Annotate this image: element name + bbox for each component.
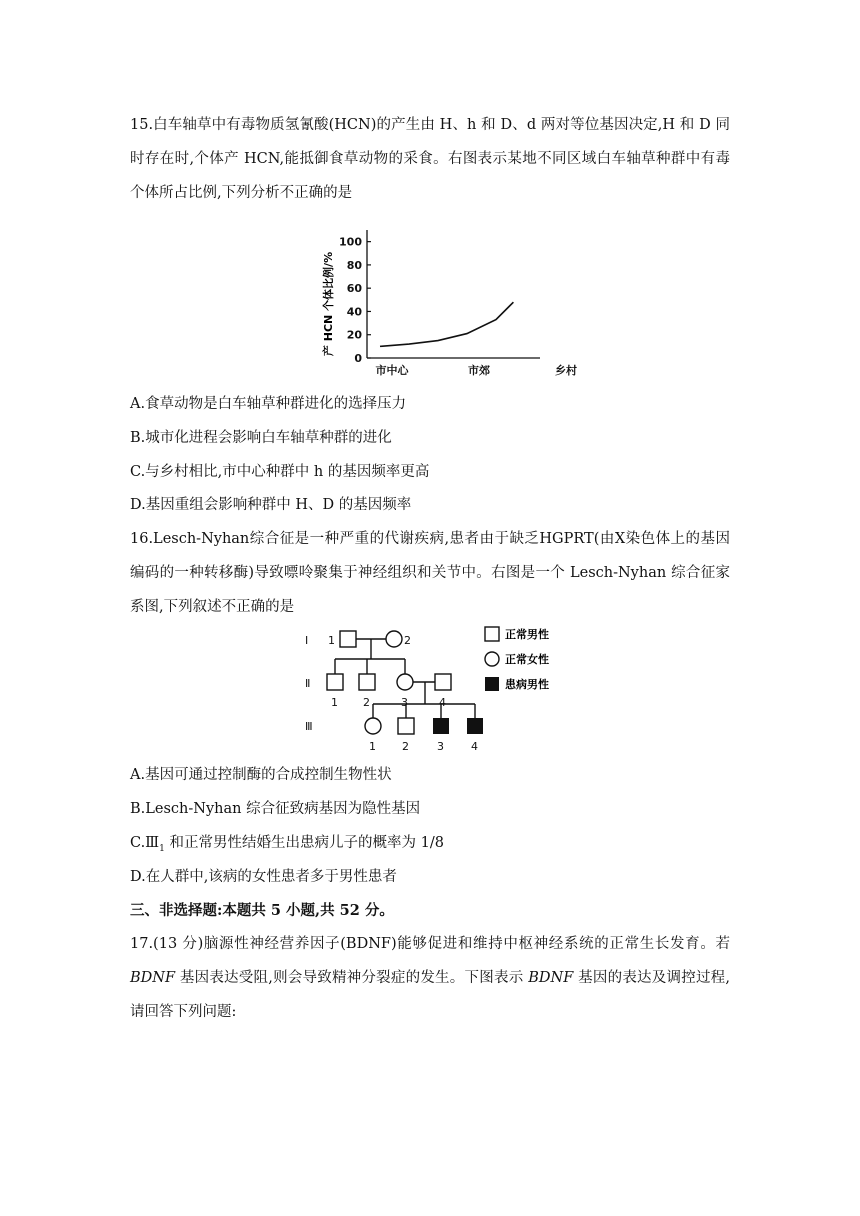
chart-series (380, 302, 513, 346)
y-tick-label: 40 (346, 305, 362, 319)
q17-stem (130, 927, 730, 1029)
y-tick-label: 60 (346, 282, 362, 296)
q17-gene1: BDNF (130, 970, 176, 986)
legend-normal-female-icon (485, 652, 499, 666)
gen3-num-1: 1 (369, 740, 376, 753)
x-tick-label: 市中心 (375, 364, 409, 377)
legend-affected-male-icon (485, 677, 499, 691)
gen3-num-4: 4 (471, 740, 478, 753)
gen2-num-4: 4 (439, 696, 446, 709)
x-tick-label: 市郊 (468, 364, 490, 377)
gen2-female-3 (397, 674, 413, 690)
q17-part2: 基因表达受阻,则会导致精神分裂症的发生。下图表示 (175, 970, 529, 986)
gen2-male-4 (435, 674, 451, 690)
q17-part3: 基因的表达及调控过程,请回答下列问题: (130, 970, 731, 1020)
chart-axes (367, 230, 540, 358)
q16-option-c (130, 832, 444, 860)
q16-option-d: D.在人群中,该病的女性患者多于男性患者 (130, 869, 397, 885)
legend-normal-female: 正常女性 (505, 653, 549, 666)
q16-option-c-prefix: C.Ⅲ (130, 835, 160, 851)
q15-option-a: A.食草动物是白车轴草种群进化的选择压力 (130, 396, 407, 412)
gen1-num-1: 1 (328, 634, 335, 647)
gen2-num-1: 1 (331, 696, 338, 709)
q17-part1: 17.(13 分)脑源性神经营养因子(BDNF)能够促进和维持中枢神经系统的正常生长发育。若 (130, 936, 730, 952)
gen-label-2: Ⅱ (305, 677, 311, 690)
gen-label-3: Ⅲ (305, 720, 313, 733)
x-tick-label: 乡村 (555, 364, 577, 377)
q16-option-a: A.基因可通过控制酶的合成控制生物性状 (130, 767, 392, 783)
gen3-affected-male-4 (467, 718, 483, 734)
gen-label-1: Ⅰ (305, 634, 309, 647)
gen3-affected-male-3 (433, 718, 449, 734)
hcn-chart (315, 222, 577, 380)
legend-normal-male: 正常男性 (505, 628, 549, 641)
legend-affected-male: 患病男性 (505, 678, 549, 691)
q16-option-b: B.Lesch-Nyhan 综合征致病基因为隐性基因 (130, 801, 421, 817)
chart-x-ticks (376, 363, 578, 377)
gen2-male-2 (359, 674, 375, 690)
gen2-num-3: 3 (401, 696, 408, 709)
q15-stem: 15.白车轴草中有毒物质氢氰酸(HCN)的产生由 H、h 和 D、d 两对等位基因决定,H 和 D 同时存在时,个体产 HCN,能抵御食草动物的采食。右图表示某地不同区域白车轴草种群中有毒个体所占比例,下列分析不正确的是 (130, 117, 730, 201)
gen3-female-1 (365, 718, 381, 734)
y-tick-label: 0 (354, 352, 362, 365)
q15-option-b: B.城市化进程会影响白车轴草种群的进化 (130, 430, 392, 446)
gen3-num-2: 2 (402, 740, 409, 753)
legend-normal-male-icon (485, 627, 499, 641)
chart-y-ticks (339, 236, 371, 365)
q15-option-c: C.与乡村相比,市中心种群中 h 的基因频率更高 (130, 464, 430, 480)
q16-option-c-sub: 1 (159, 843, 165, 854)
q15-option-d: D.基因重组会影响种群中 H、D 的基因频率 (130, 497, 412, 513)
gen2-male-1 (327, 674, 343, 690)
gen2-num-2: 2 (363, 696, 370, 709)
y-axis-label: 产 HCN 个体比例/% (322, 251, 335, 357)
q16-stem: 16.Lesch-Nyhan综合征是一种严重的代谢疾病,患者由于缺乏HGPRT(由X染色体上的基因编码的一种转移酶)导致嘌呤聚集于神经组织和关节中。右图是一个 Lesch-Nyhan 综合征家系图,下列叙述不正确的是 (130, 531, 730, 615)
q16-option-c-suffix: 和正常男性结婚生出患病儿子的概率为 1/8 (164, 835, 444, 851)
gen3-num-3: 3 (437, 740, 444, 753)
pedigree-chart (295, 622, 595, 757)
y-tick-label: 100 (339, 235, 362, 249)
gen3-male-2 (398, 718, 414, 734)
section-3-title: 三、非选择题:本题共 5 小题,共 52 分。 (130, 902, 394, 919)
gen1-num-2: 2 (404, 634, 411, 647)
gen1-male-1 (340, 631, 356, 647)
y-tick-label: 20 (346, 328, 362, 342)
q17-gene2: BDNF (528, 970, 574, 986)
y-tick-label: 80 (346, 258, 362, 272)
series-line (380, 302, 513, 346)
gen1-female-2 (386, 631, 402, 647)
